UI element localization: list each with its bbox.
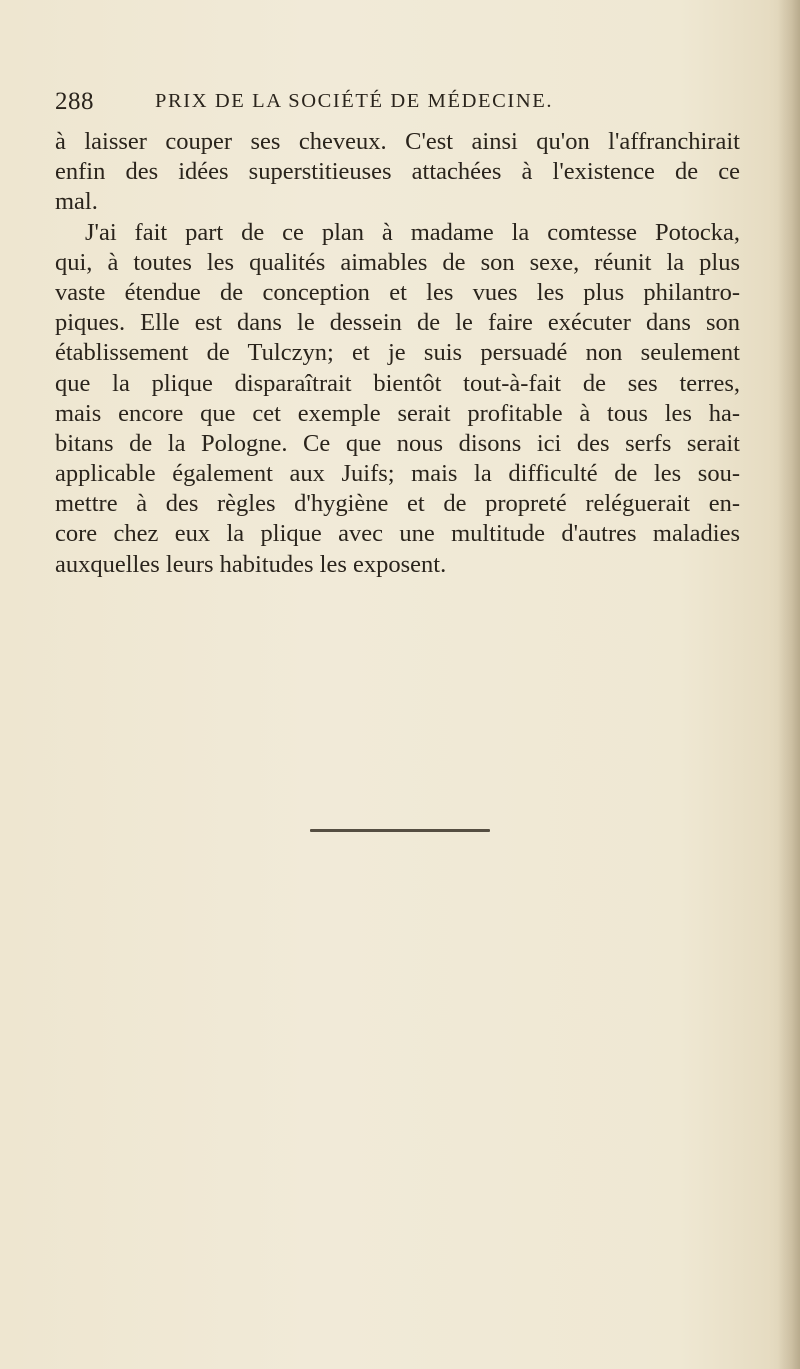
page-number: 288 — [55, 88, 94, 115]
running-head: PRIX DE LA SOCIÉTÉ DE MÉDECINE. — [155, 90, 554, 112]
section-divider-rule — [310, 829, 490, 832]
text-line: enfin des idées superstitieuses attachées à l'existence de ce — [55, 158, 740, 186]
page-edge-shadow — [778, 0, 800, 1369]
text-line: mais encore que cet exemple serait profitable à tous les ha- — [55, 399, 740, 427]
text-line: vaste étendue de conception et les vues les plus philantro- — [55, 278, 740, 306]
body-text — [55, 127, 740, 580]
text-line: J'ai fait part de ce plan à madame la comtesse Potocka, — [85, 218, 740, 246]
text-line: à laisser couper ses cheveux. C'est ainsi qu'on l'affranchirait — [55, 128, 740, 155]
text-line: que la plique disparaîtrait bientôt tout-à-fait de ses terres, — [55, 369, 740, 397]
text-line: bitans de la Pologne. Ce que nous disons ici des serfs serait — [55, 429, 740, 457]
text-line: core chez eux la plique avec une multitude d'autres maladies — [55, 520, 740, 548]
text-line: qui, à toutes les qualités aimables de son sexe, réunit la plus — [55, 248, 740, 276]
page-header — [55, 88, 745, 118]
text-line: piques. Elle est dans le dessein de le faire exécuter dans son — [55, 309, 740, 337]
text-line: applicable également aux Juifs; mais la difficulté de les sou- — [55, 460, 740, 488]
text-line: auxquelles leurs habitudes les exposent. — [55, 550, 447, 578]
text-line: mal. — [55, 188, 98, 216]
text-line: mettre à des règles d'hygiène et de propreté reléguerait en- — [55, 490, 740, 518]
text-line: établissement de Tulczyn; et je suis persuadé non seulement — [55, 339, 740, 367]
